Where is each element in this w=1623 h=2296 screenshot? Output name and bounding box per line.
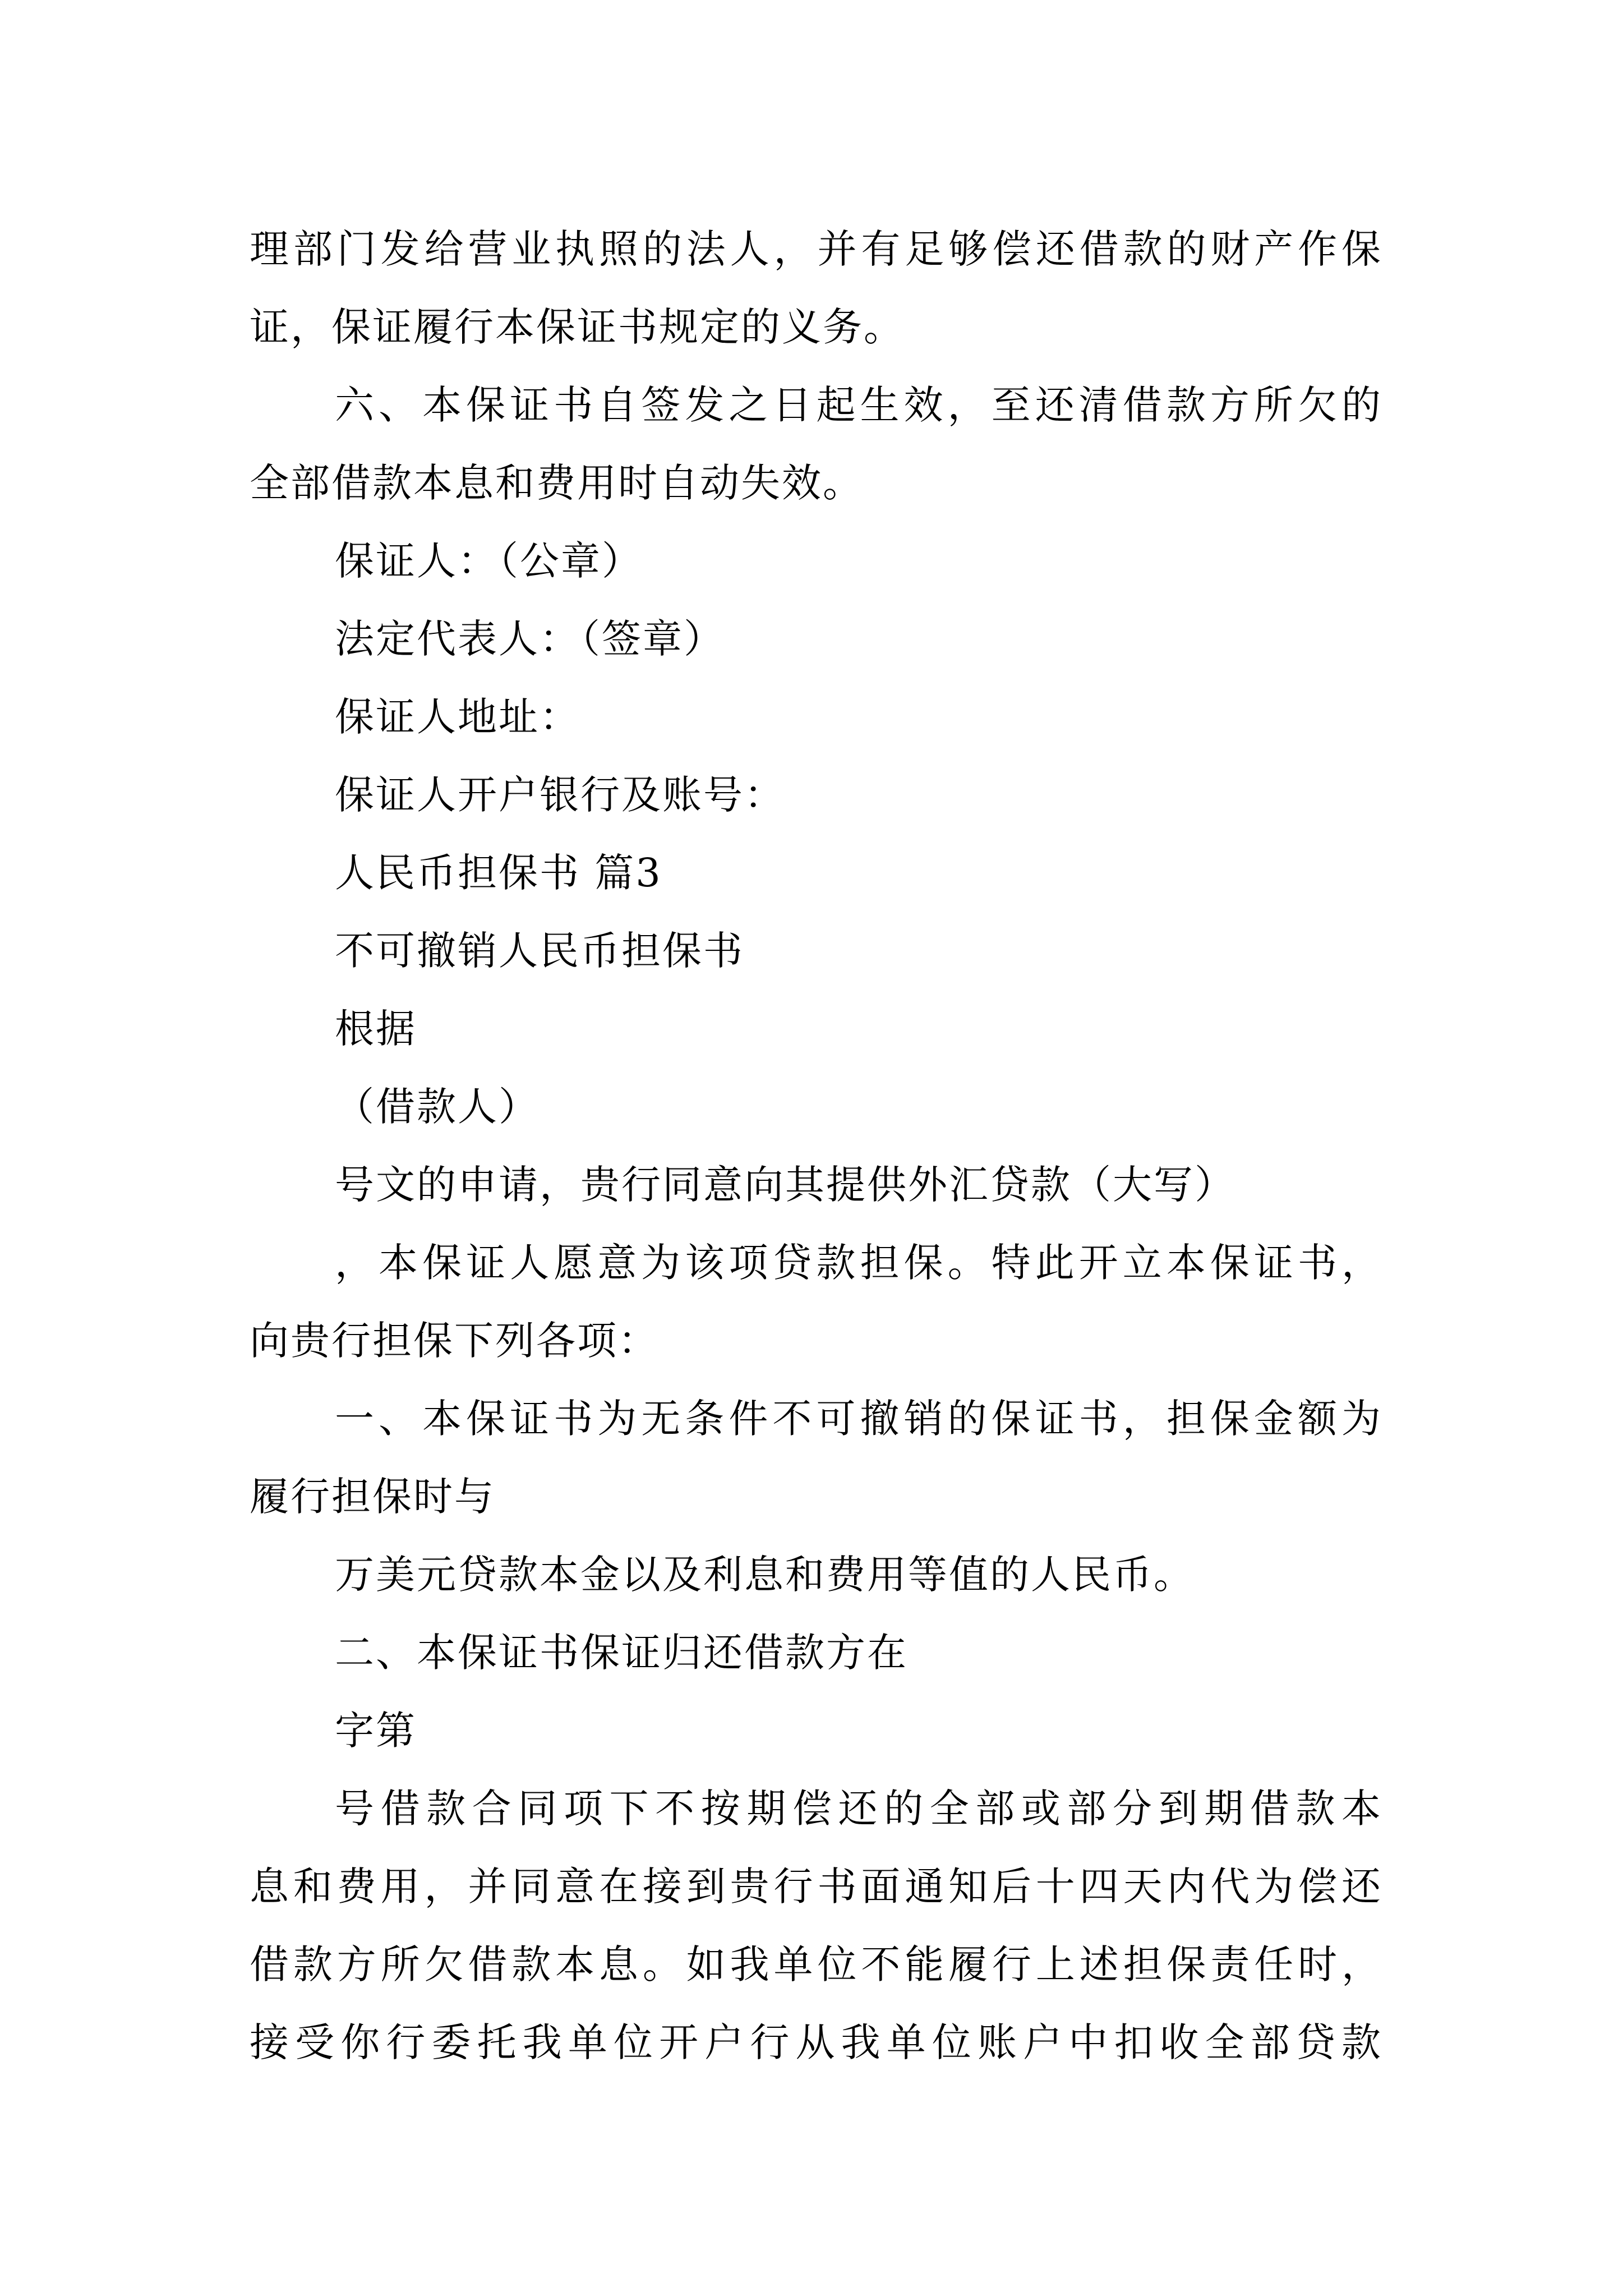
text-line: 息和费用，并同意在接到贵行书面通知后十四天内代为偿还 [250,1864,1382,1910]
text-line: 二、本保证书保证归还借款方在 [335,1630,908,1676]
text-line: 根据 [335,1006,417,1052]
document-body [250,210,1382,2082]
text-line: 理部门发给营业执照的法人，并有足够偿还借款的财产作保 [250,226,1382,272]
text-line: 保证人：（公章） [335,538,643,584]
text-line: 证，保证履行本保证书规定的义务。 [250,304,905,350]
text-line: 号借款合同项下不按期偿还的全部或部分到期借款本 [335,1786,1382,1832]
text-line: 字第 [335,1708,417,1754]
text-line: 法定代表人：（签章） [335,616,725,662]
document-title: 不可撤销人民币担保书 [335,928,744,974]
text-line: （借款人） [335,1084,540,1130]
section-heading: 人民币担保书 篇3 [335,850,662,896]
text-line: 保证人开户银行及账号： [335,772,785,818]
text-line: 接受你行委托我单位开户行从我单位账户中扣收全部贷款 [250,2019,1382,2065]
text-line: 借款方所欠借款本息。如我单位不能履行上述担保责任时， [250,1941,1382,1987]
text-line: 全部借款本息和费用时自动失效。 [250,460,864,506]
text-line: 保证人地址： [335,694,580,740]
text-line: 履行担保时与 [250,1474,495,1520]
text-line: 万美元贷款本金以及利息和费用等值的人民币。 [335,1552,1195,1598]
text-line: 向贵行担保下列各项： [250,1318,659,1364]
text-line: 六、本保证书自签发之日起生效，至还清借款方所欠的 [335,382,1382,428]
text-line: 一、本保证书为无条件不可撤销的保证书，担保金额为 [335,1396,1382,1442]
text-line: ，本保证人愿意为该项贷款担保。特此开立本保证书， [335,1240,1382,1286]
text-line: 号文的申请，贵行同意向其提供外汇贷款（大写） [335,1162,1235,1208]
